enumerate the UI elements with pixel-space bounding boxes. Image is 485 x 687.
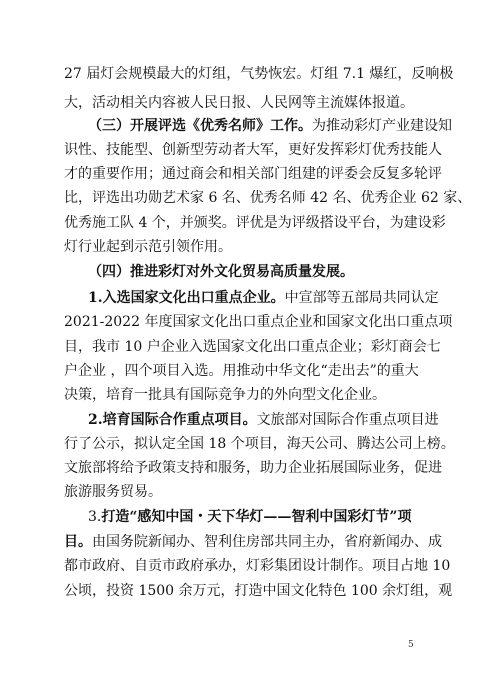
text-run: 中宣部等五部局共同认定 [284,290,439,306]
text-line [64,337,441,357]
text-line [64,188,472,208]
text-line [64,532,442,552]
text-line [64,213,446,233]
text-run: 行了公示，拟认定全国 18 个项目，海天公司、腾达公司上榜。 [64,436,455,452]
text-line [64,581,453,601]
text-line [64,458,442,478]
text-line [64,93,420,113]
bold-text-run: 2.培育国际合作重点项目。 [88,412,257,428]
bold-text-run: （四）推进彩灯对外文化贸易高质量发展。 [88,264,354,280]
text-run: 文旅部对国际合作重点项目进 [256,412,439,428]
text-run: 才的重要作用；通过商会和相关部门组建的评委会反复多轮评 [64,166,442,182]
text-line [64,434,455,454]
text-line [64,262,420,282]
text-run: 户企业 ，四个项目入选。用推动中华文化“走出去”的重大 [64,363,419,379]
bold-text-run: 1.入选国家文化出口重点企业。 [88,290,285,306]
text-run: 都市政府、自贡市政府承办，灯彩集团设计制作。项目占地 10 [64,558,451,574]
text-line [64,116,452,136]
text-line [64,288,439,308]
text-run: 3. [88,509,102,525]
text-run: 比，评选出功勋艺术家 6 名、优秀名师 42 名、优秀企业 62 家、 [64,190,472,206]
text-run: 旅游服务贸易。 [64,484,162,500]
text-line [64,361,420,381]
text-run: 由国务院新闻办、智利住房部共同主办，省府新闻办、成 [92,534,442,550]
text-run: 识性、技能型、创新型劳动者大军，更好发挥彩灯优秀技能人 [64,142,442,158]
text-line [64,556,451,576]
text-line [64,140,442,160]
bold-text-run: （三）开展评选《优秀名师》工作。 [88,118,312,134]
text-line [64,237,420,257]
page-number: 5 [408,640,414,650]
text-run: 公顷，投资 1500 余万元，打造中国文化特色 100 余灯组，观 [64,583,453,599]
text-line [64,410,439,430]
text-line [64,507,420,527]
text-line [64,482,420,502]
text-run: 决策，培育一批具有国际竞争力的外向型文化企业。 [64,387,386,403]
text-line [64,64,454,84]
text-run: 2021-2022 年度国家文化出口重点企业和国家文化出口重点项 [64,314,453,330]
text-line [64,385,420,405]
bold-text-run: 打造“感知中国・天下华灯——智利中国彩灯节”项 [101,509,412,525]
text-line [64,164,442,184]
text-run: 灯行业起到示范引领作用。 [64,239,232,255]
text-run: 为推动彩灯产业建设知 [312,118,452,134]
text-run: 文旅部将给予政策支持和服务，助力企业拓展国际业务，促进 [64,460,442,476]
text-run: 目，我市 10 户企业入选国家文化出口重点企业；彩灯商会七 [64,339,441,355]
text-run: 大，活动相关内容被人民日报、人民网等主流媒体报道。 [64,95,414,111]
text-run: 27 届灯会规模最大的灯组，气势恢宏。灯组 7.1 爆红，反响极 [64,66,454,82]
bold-text-run: 目。 [64,534,92,550]
text-line [64,312,453,332]
text-run: 优秀施工队 4 个，并颁奖。评优是为评级搭设平台，为建设彩 [64,215,446,231]
